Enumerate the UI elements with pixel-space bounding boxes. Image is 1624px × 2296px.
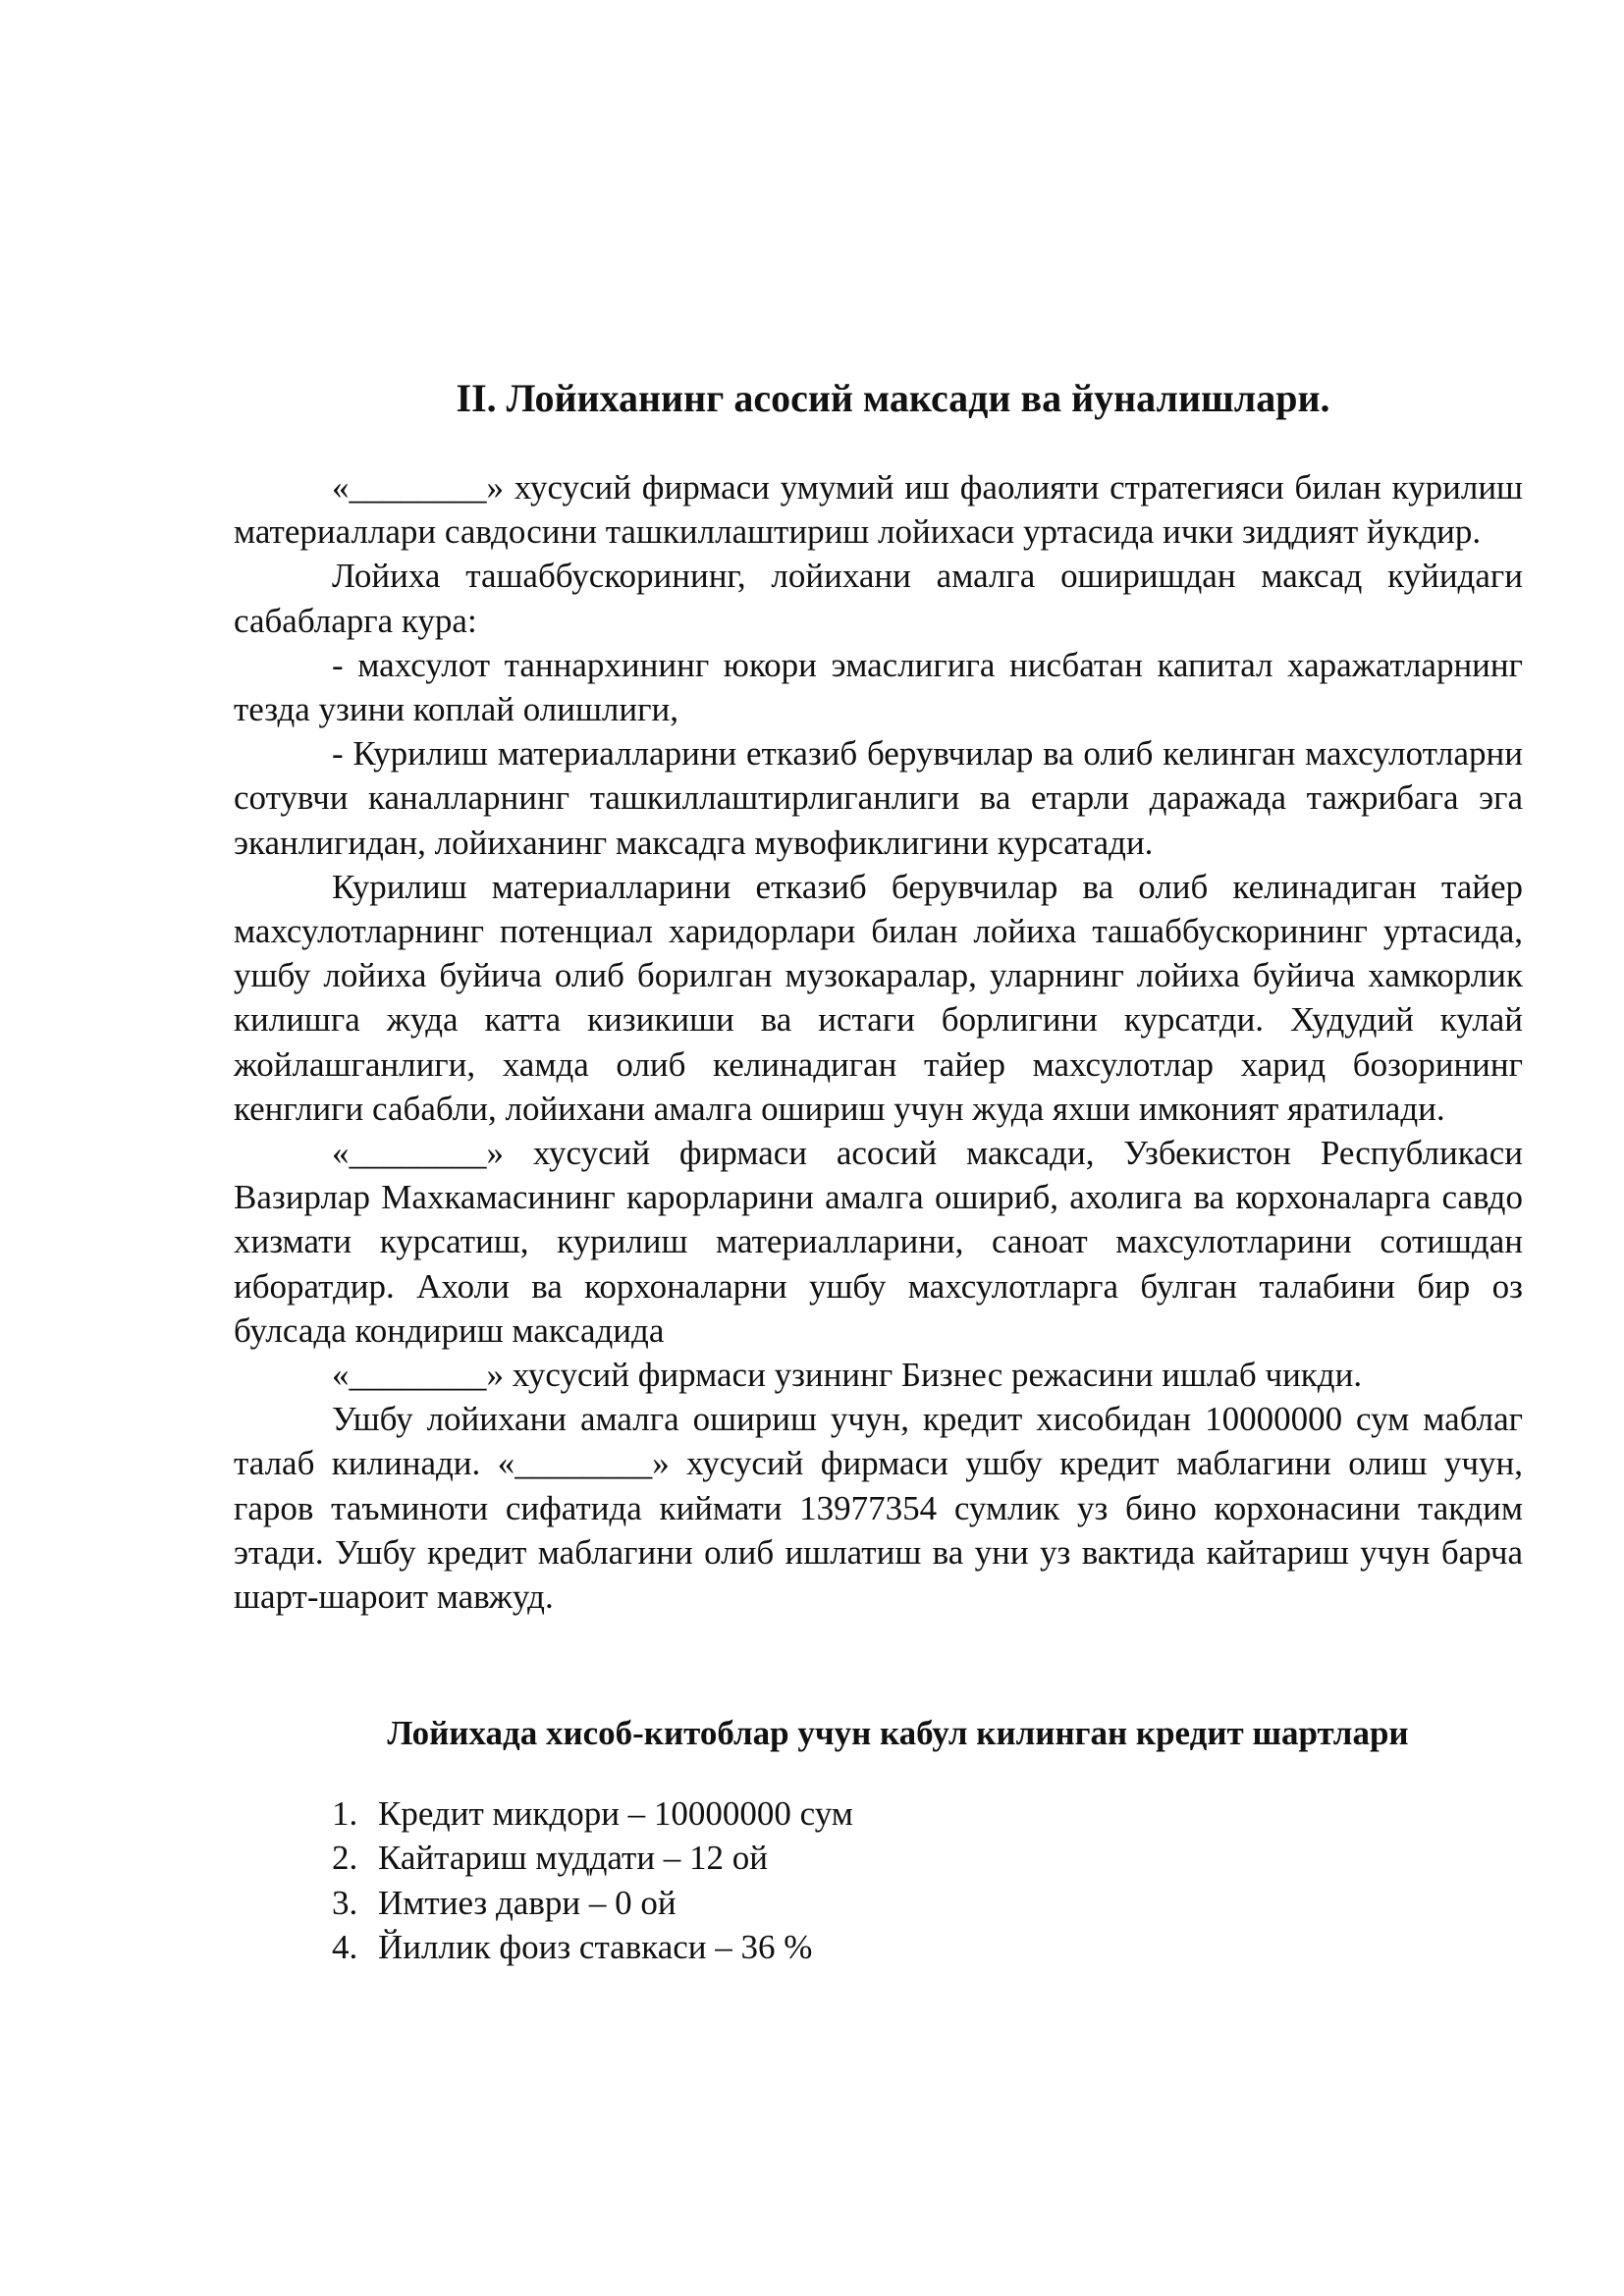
paragraph-negotiations: Курилиш материалларини етказиб берувчилар ва олиб келинадиган тайер махсулотларнинг потенциал харидорлари билан лойиха ташаббускорининг уртасида, ушбу лойиха буйича олиб борилган музокаралар, уларнинг лойиха буйича хамкорлик килишга жуда катта кизикиши ва истаги борлигини курсатди. Худудий кулай жойлашганлиги, хамда олиб келинадиган тайер махсулотлар харид бозорининг кенглиги сабабли, лойихани амалга ошириш учун жуда яхши имконият яратилади. <box>234 867 1523 1128</box>
paragraph-credit-requirement: Ушбу лойихани амалга ошириш учун, кредит хисобидан 10000000 сум маблаг талаб килинади. «________» хусусий фирмаси ушбу кредит маблагини олиш учун, гаров таъминоти сифатида киймати 13977354 сумлик уз бино корхонасини такдим этади. Ушбу кредит маблагини олиб ишлатиш ва уни уз вактида кайтариш учун барча шарт-шароит мавжуд. <box>234 1400 1523 1617</box>
list-item <box>332 1836 1523 1880</box>
list-item-text: Кайтариш муддати – 12 ой <box>378 1839 769 1878</box>
paragraph-internal-contradiction: «________» хусусий фирмаси умумий иш фаолияти стратегияси билан курилиш материаллари савдосини ташкиллаштириш лойихаси уртасида ички зиддият йукдир. <box>234 468 1523 552</box>
list-item-number: 2. <box>332 1839 358 1878</box>
list-item-number: 1. <box>332 1794 358 1834</box>
credit-terms-title: Лойихада хисоб-китоблар учун кабул килинган кредит шартлари <box>387 1714 1409 1753</box>
document-page <box>234 373 1523 1969</box>
paragraph-business-plan: «________» хусусий фирмаси узининг Бизнес режасини ишлаб чикди. <box>332 1356 1363 1395</box>
list-item <box>332 1791 1523 1836</box>
list-item-text: Имтиез даври – 0 ой <box>378 1883 677 1922</box>
list-item-text: Кредит микдори – 10000000 сум <box>378 1794 853 1834</box>
paragraph-firm-main-goal: «________» хусусий фирмаси асосий максади, Узбекистон Республикаси Вазирлар Махкамасининг карорларини амалга ошириб, ахолига ва корхоналарга савдо хизмати курсатиш, курилиш материалларини, саноат махсулотларини сотишдан иборатдир. Ахоли ва корхоналарни ушбу махсулотларга булган талабини бир оз булсада кондириш максадида <box>234 1134 1523 1350</box>
credit-terms-list <box>234 1791 1523 1969</box>
paragraph-project-goal-intro: Лойиха ташаббускорининг, лойихани амалга оширишдан максад куйидаги сабабларга кура: <box>234 557 1523 640</box>
paragraph-reason-suppliers: - Курилиш материалларини етказиб берувчилар ва олиб келинган махсулотларни сотувчи каналларнинг ташкиллаштирлиганлиги ва етарли даражада тажрибага эга эканлигидан, лойиханинг максадга мувофиклигини курсатади. <box>234 734 1523 862</box>
list-item-text: Йиллик фоиз ставкаси – 36 % <box>378 1927 813 1966</box>
list-item-number: 4. <box>332 1927 358 1966</box>
paragraph-reason-capital-payback: - махсулот таннархининг юкори эмаслигига нисбатан капитал харажатларнинг тезда узини коплай олишлиги, <box>234 645 1523 729</box>
section-title: II. Лойиханинг асосий максади ва йуналишлари. <box>456 376 1330 420</box>
list-item <box>332 1925 1523 1969</box>
list-item-number: 3. <box>332 1883 358 1922</box>
list-item <box>332 1881 1523 1925</box>
